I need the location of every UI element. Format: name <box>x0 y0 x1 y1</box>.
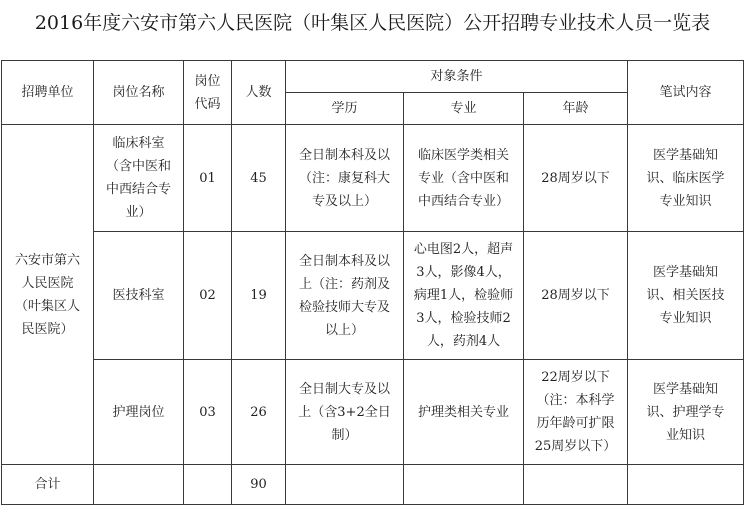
headcount-cell: 45 <box>232 125 286 232</box>
header-exam-content: 笔试内容 <box>628 61 744 125</box>
education-line: 全日制本科及以 <box>298 253 390 269</box>
age-line: 22周岁以下 <box>541 370 610 385</box>
position-name-line: 护理岗位 <box>112 404 165 420</box>
education-cell <box>286 125 404 232</box>
education-cell <box>286 360 404 465</box>
position-name-cell <box>94 232 184 360</box>
education-line: 上（注：药剂及 <box>298 276 390 292</box>
major-line: 病理1人，检验师 <box>413 288 514 303</box>
age-line: 25周岁以下） <box>534 439 617 454</box>
age-line: （注：本科学 <box>536 393 615 408</box>
education-line: 全日制本科及以 <box>298 147 390 163</box>
header-headcount: 人数 <box>232 61 286 125</box>
exam-content-line: 业知识 <box>665 427 705 443</box>
header-position-name: 岗位名称 <box>94 61 184 125</box>
education-line: 制） <box>331 427 358 443</box>
major-cell <box>404 125 524 232</box>
total-count: 90 <box>232 465 286 505</box>
unit-line: 六安市第六 <box>14 252 80 268</box>
age-cell <box>524 125 628 232</box>
position-name-cell <box>94 360 184 465</box>
empty-cell <box>524 465 628 505</box>
unit-line: （叶集区人 <box>14 298 80 314</box>
headcount-cell: 19 <box>232 232 286 360</box>
exam-content-cell <box>628 360 744 465</box>
header-major: 专业 <box>404 93 524 125</box>
empty-cell <box>184 465 232 505</box>
exam-content-line: 医学基础知 <box>652 265 718 280</box>
position-name-line: 业） <box>125 205 152 220</box>
age-cell <box>524 232 628 360</box>
unit-cell <box>2 125 94 465</box>
education-cell <box>286 232 404 360</box>
total-row <box>2 465 744 505</box>
age-line: 历年龄可扩限 <box>536 416 615 431</box>
education-line: 检验技师大专及 <box>298 299 390 315</box>
exam-content-line: 识、临床医学 <box>646 170 725 186</box>
recruitment-table <box>1 60 744 505</box>
major-cell <box>404 232 524 360</box>
position-code-cell: 02 <box>184 232 232 360</box>
exam-content-cell <box>628 232 744 360</box>
major-line: 临床医学类相关 <box>417 147 509 163</box>
age-line: 28周岁以下 <box>541 170 610 186</box>
unit-line: 民医院） <box>21 321 74 337</box>
exam-content-line: 专业知识 <box>659 311 712 326</box>
empty-cell <box>286 465 404 505</box>
exam-content-line: 医学基础知 <box>652 381 718 397</box>
exam-content-cell <box>628 125 744 232</box>
major-line: 护理类相关专业 <box>417 404 509 420</box>
education-line: 以上） <box>324 322 364 338</box>
exam-content-line: 专业知识 <box>659 193 712 209</box>
major-cell <box>404 360 524 465</box>
page-title: 2016年度六安市第六人民医院（叶集区人民医院）公开招聘专业技术人员一览表 <box>34 12 711 34</box>
header-unit: 招聘单位 <box>2 61 94 125</box>
header-education: 学历 <box>286 93 404 125</box>
exam-content-line: 医学基础知 <box>652 147 718 163</box>
education-line: 专及以上） <box>311 193 377 209</box>
major-line: 3人，检验技师2 <box>416 311 511 326</box>
age-line: 28周岁以下 <box>541 288 610 303</box>
education-line: 全日制大专及以 <box>298 381 390 397</box>
total-label: 合计 <box>2 465 94 505</box>
age-cell <box>524 360 628 465</box>
empty-cell <box>94 465 184 505</box>
empty-cell <box>628 465 744 505</box>
position-name-cell <box>94 125 184 232</box>
exam-content-line: 识、护理学专 <box>646 404 725 420</box>
education-line: 上（含3+2全日 <box>298 404 391 420</box>
header-position-code-line: 岗位 <box>194 73 221 89</box>
exam-content-line: 识、相关医技 <box>646 288 725 303</box>
position-code-cell: 03 <box>184 360 232 465</box>
table-row <box>2 125 744 232</box>
table-row <box>2 232 744 360</box>
header-row-1 <box>2 61 744 93</box>
education-line: （注：康复科大 <box>298 170 390 186</box>
empty-cell <box>404 465 524 505</box>
position-name-line: 临床科室 <box>112 136 165 151</box>
position-name-line: 医技科室 <box>112 288 165 303</box>
major-line: 心电图2人，超声 <box>413 242 514 257</box>
position-code-cell: 01 <box>184 125 232 232</box>
unit-line: 人民医院 <box>21 275 74 291</box>
position-name-line: （含中医和 <box>105 159 171 174</box>
table-row <box>2 360 744 465</box>
major-line: 3人，影像4人， <box>416 265 511 280</box>
headcount-cell: 26 <box>232 360 286 465</box>
position-name-line: 中西结合专 <box>105 182 171 197</box>
header-age: 年龄 <box>524 93 628 125</box>
major-line: 专业（含中医和 <box>417 170 509 186</box>
major-line: 人，药剂4人 <box>426 334 501 349</box>
header-position-code <box>184 61 232 125</box>
header-position-code-line: 代码 <box>194 96 221 112</box>
major-line: 中西结合专业） <box>417 193 509 209</box>
header-conditions: 对象条件 <box>286 61 628 93</box>
